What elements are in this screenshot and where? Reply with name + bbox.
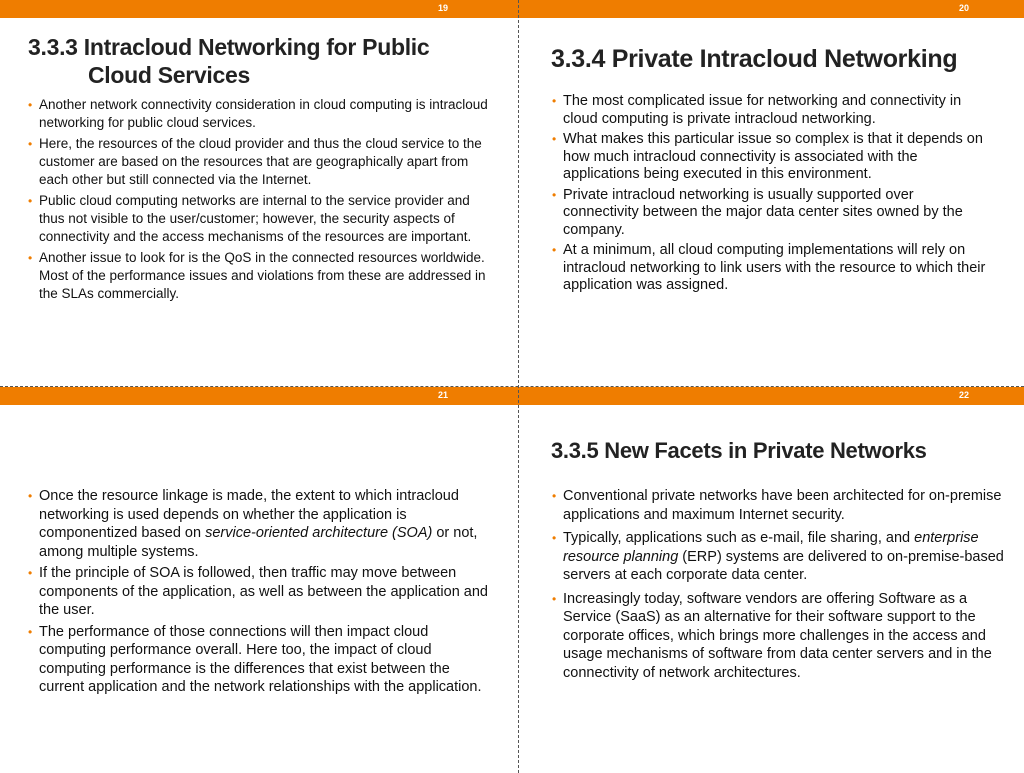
- slide-title-line1: 3.3.3 Intracloud Networking for Public: [28, 34, 430, 60]
- bullet-item: • The most complicated issue for networking and connectivity in cloud computing is private intracloud networking.: [552, 93, 992, 128]
- bullet-item: • Private intracloud networking is usually supported over connectivity between the major data center sites owned by the company.: [552, 187, 992, 240]
- page-number: 20: [959, 3, 970, 13]
- bullet-item: [28, 487, 493, 561]
- page-number: 19: [438, 3, 449, 13]
- bullet-item: • At a minimum, all cloud computing implementations will rely on intracloud networking to link users with the resource to which their application was assigned.: [552, 242, 992, 295]
- bullet-item: • Increasingly today, software vendors are offering Software as a Service (SaaS) as an alternative for their software support to the corporate offices, which brings more challenges in the access and usage mechanisms of software from data center servers and in the connectivity of network architectures.: [552, 590, 1014, 683]
- slide-header-bar: [0, 0, 512, 18]
- bullet-item: [552, 529, 1014, 585]
- bullet-text: Once the resource linkage is made, the extent to which intracloud networking is used depends on whether the application is componentized based on: [39, 488, 459, 541]
- bullet-text: Typically, applications such as e-mail, file sharing, and: [563, 530, 915, 546]
- bullet-list: [552, 487, 1014, 687]
- horizontal-divider: [0, 386, 1024, 387]
- bullet-item: • Here, the resources of the cloud provider and thus the cloud service to the customer are based on the resources that are geographically apart from each other but still connected via the Internet.: [28, 135, 493, 189]
- bullet-item: • Public cloud computing networks are internal to the service provider and thus not visible to the user/customer; however, the security aspects of connectivity and the access mechanisms of the resources are important.: [28, 192, 493, 246]
- slide-header-bar: [512, 0, 1024, 18]
- bullet-text: (ERP) systems are delivered to on-premise-based servers at each corporate data center.: [563, 548, 1004, 583]
- slide-header-bar: [512, 387, 1024, 405]
- slide-title-line2: Cloud Services: [88, 62, 250, 88]
- slide-title: 3.3.5 New Facets in Private Networks: [551, 438, 927, 463]
- slide-header-bar: [0, 387, 512, 405]
- slide-20: [512, 0, 1024, 386]
- bullet-item: • If the principle of SOA is followed, then traffic may move between components of the application, as well as between the application and the user.: [28, 564, 493, 620]
- slide-title: 3.3.4 Private Intracloud Networking: [551, 45, 958, 73]
- bullet-text: or not, among multiple systems.: [39, 525, 478, 560]
- page-number: 21: [438, 390, 449, 400]
- slide-22: [512, 387, 1024, 773]
- slide-title: [28, 33, 498, 89]
- bullet-italic-term: service-oriented architecture (SOA): [205, 525, 433, 541]
- bullet-italic-term: enterprise resource planning: [563, 530, 979, 565]
- bullet-item: • What makes this particular issue so complex is that it depends on how much intracloud connectivity is associated with the applications being executed in this environment.: [552, 131, 992, 184]
- bullet-list: [28, 96, 493, 306]
- page-number: 22: [959, 390, 970, 400]
- slide-19: [0, 0, 512, 386]
- bullet-list: [552, 93, 992, 298]
- bullet-item: • Conventional private networks have been architected for on-premise applications and maximum Internet security.: [552, 487, 1014, 524]
- slide-21: [0, 387, 512, 773]
- bullet-item: • The performance of those connections will then impact cloud computing performance overall. Here too, the impact of cloud computing performance is the differences that exist between the current application and the network relationships with the application.: [28, 623, 493, 697]
- bullet-item: • Another network connectivity consideration in cloud computing is intracloud networking for public cloud services.: [28, 96, 493, 132]
- bullet-item: • Another issue to look for is the QoS in the connected resources worldwide. Most of the performance issues and violations from these are addressed in the SLAs commercially.: [28, 249, 493, 303]
- bullet-list: [28, 487, 493, 700]
